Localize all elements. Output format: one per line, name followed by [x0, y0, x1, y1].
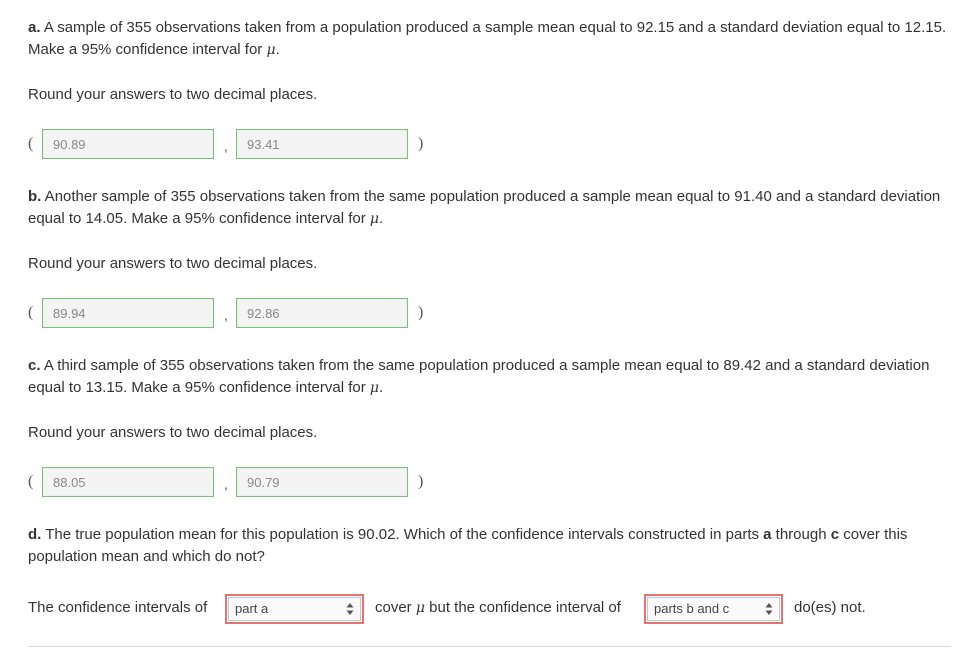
part-c-ref: c	[830, 526, 840, 543]
open-paren: (	[28, 304, 34, 321]
question-a-body: A sample of 355 observations taken from a population produced a sample mean equal to 92.15 and a standard deviation equal to 12.15. Make a 95% confidence interval for	[28, 19, 947, 58]
interval-c-lower-input[interactable]: 88.05	[42, 467, 214, 497]
question-c-text	[28, 355, 953, 399]
close-paren: )	[418, 304, 424, 321]
interval-a-upper-input[interactable]: 93.41	[236, 129, 408, 159]
interval-c-upper-input[interactable]: 90.79	[236, 467, 408, 497]
select-arrows-icon	[346, 601, 354, 617]
question-b-text	[28, 186, 953, 230]
question-page	[6, 0, 959, 648]
interval-c-row	[28, 467, 448, 499]
mu-symbol: μ	[415, 600, 425, 616]
question-b-body: Another sample of 355 observations taken from the same population produced a sample mean equal to 91.40 and a standard deviation equal to 14.05. Make a 95% confidence interval for	[28, 188, 941, 227]
interval-b-upper-input[interactable]: 92.86	[236, 298, 408, 328]
question-a-text	[28, 17, 953, 61]
question-d-body-1: The true population mean for this population is 90.02. Which of the confidence intervals constructed in parts	[41, 526, 764, 543]
close-paren: )	[418, 135, 424, 152]
divider	[28, 646, 951, 647]
open-paren: (	[28, 473, 34, 490]
non-covering-intervals-value: parts b and c	[654, 601, 730, 616]
question-b-end: .	[379, 210, 384, 227]
mu-symbol: μ	[266, 42, 276, 58]
sentence-suffix: do(es) not.	[794, 599, 866, 616]
part-b-label: b.	[28, 188, 42, 205]
interval-b-lower-input[interactable]: 89.94	[42, 298, 214, 328]
close-paren: )	[418, 473, 424, 490]
part-a-label: a.	[28, 19, 41, 36]
question-c-body: A third sample of 355 observations taken from the same population produced a sample mean equal to 89.42 and a standard deviation equal to 13.15. Make a 95% confidence interval for	[28, 357, 930, 396]
mu-symbol: μ	[369, 211, 379, 227]
round-instruction-b: Round your answers to two decimal places.	[28, 255, 318, 272]
question-d-body-2: through	[771, 526, 831, 543]
comma: ,	[224, 138, 228, 154]
interval-a-lower-input[interactable]: 90.89	[42, 129, 214, 159]
sentence-middle-2: but the confidence interval of	[429, 599, 621, 616]
select-arrows-icon	[765, 601, 773, 617]
sentence-middle	[375, 599, 621, 616]
comma: ,	[224, 307, 228, 323]
non-covering-intervals-select[interactable]	[644, 594, 783, 624]
part-c-label: c.	[28, 357, 41, 374]
round-instruction-a: Round your answers to two decimal places.	[28, 86, 318, 103]
question-c-end: .	[379, 379, 384, 396]
covering-intervals-select[interactable]	[225, 594, 364, 624]
covering-intervals-value: part a	[235, 601, 269, 616]
comma: ,	[224, 476, 228, 492]
interval-a-row	[28, 129, 448, 161]
interval-b-row	[28, 298, 448, 330]
mu-symbol: μ	[369, 380, 379, 396]
sentence-middle-1: cover	[375, 599, 412, 616]
open-paren: (	[28, 135, 34, 152]
question-a-end: .	[275, 41, 280, 58]
part-a-ref: a	[763, 526, 772, 543]
question-d-text	[28, 524, 953, 568]
sentence-prefix: The confidence intervals of	[28, 599, 208, 616]
part-d-label: d.	[28, 526, 42, 543]
question-d-body-3: cover this population mean and which do not?	[28, 526, 908, 565]
round-instruction-c: Round your answers to two decimal places.	[28, 424, 318, 441]
answer-sentence	[28, 594, 958, 626]
